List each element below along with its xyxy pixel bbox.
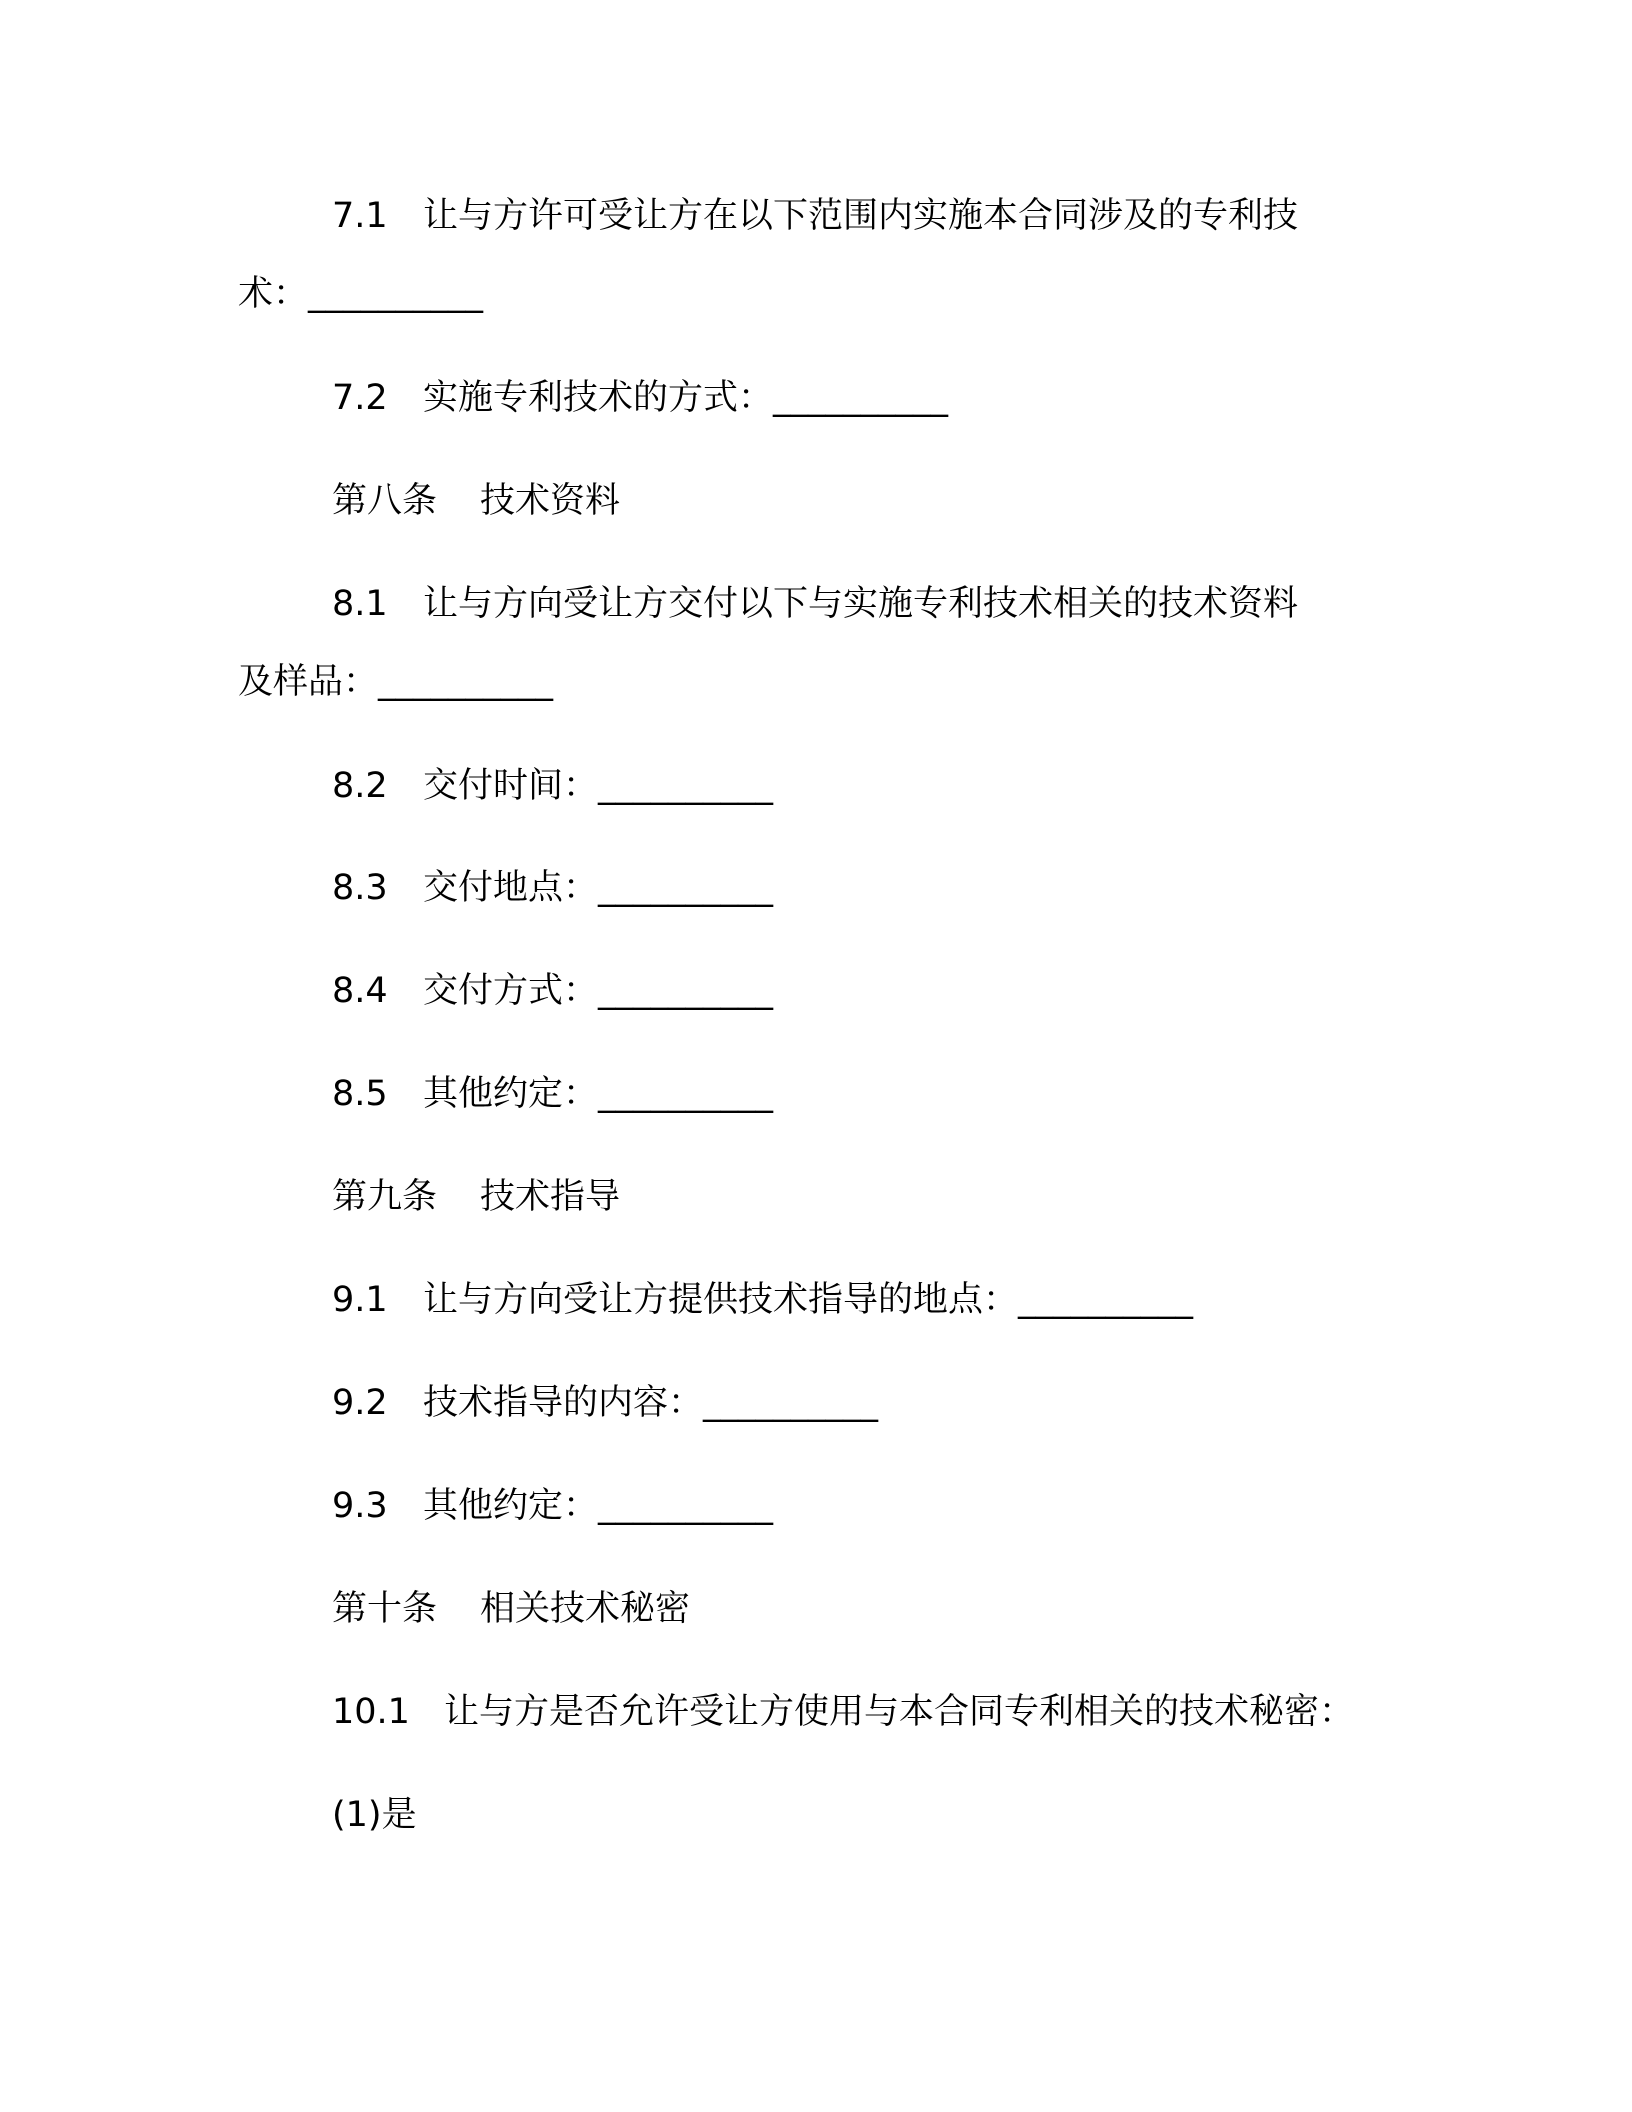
clause-text: 其他约定： [423,1486,599,1526]
clause-text: 交付时间： [423,766,599,806]
clause-text: 让与方许可受让方在以下范围内实施本合同涉及的专利技 [423,196,1299,236]
clause-9-1 [0,1270,1632,1330]
fill-in-blank: __________ [598,766,774,806]
clause-number: 7.2 [332,378,388,418]
fill-in-blank: __________ [598,868,774,908]
clause-number: 9.1 [332,1280,388,1320]
article-title: 技术指导 [480,1177,621,1217]
clause-text: 让与方是否允许受让方使用与本合同专利相关的技术秘密： [444,1692,1355,1732]
clause-number: 9.2 [332,1383,388,1423]
clause-number: 8.4 [332,971,388,1011]
clause-number: 8.3 [332,868,388,908]
article-title: 技术资料 [480,481,621,521]
fill-in-blank: __________ [598,1074,774,1114]
article-number: 第九条 [332,1177,438,1217]
clause-number: 8.5 [332,1074,388,1114]
clause-8-2 [0,756,1632,816]
clause-text: 技术指导的内容： [423,1383,704,1423]
clause-text: 让与方向受让方提供技术指导的地点： [423,1280,1019,1320]
clause-text: 实施专利技术的方式： [423,378,774,418]
clause-8-1-continuation [0,652,1632,712]
fill-in-blank: __________ [598,971,774,1011]
clause-text: 交付地点： [423,868,599,908]
clause-number: 9.3 [332,1486,388,1526]
clause-7-2 [0,368,1632,428]
article-number: 第十条 [332,1589,438,1629]
clause-8-4 [0,961,1632,1021]
clause-text-continuation: 及样品： [238,662,379,702]
fill-in-blank: __________ [598,1486,774,1526]
clause-text-continuation: 术： [238,274,309,314]
clause-9-2 [0,1373,1632,1433]
clause-number: 8.2 [332,766,388,806]
article-8-heading [0,471,1632,531]
clause-8-3 [0,858,1632,918]
article-number: 第八条 [332,481,438,521]
clause-8-1 [0,574,1632,634]
clause-number: 10.1 [332,1692,410,1732]
fill-in-blank: __________ [378,662,554,702]
clause-8-5 [0,1064,1632,1124]
clause-text: 让与方向受让方交付以下与实施专利技术相关的技术资料 [423,584,1299,624]
clause-number: 7.1 [332,196,388,236]
clause-text: 交付方式： [423,971,599,1011]
fill-in-blank: __________ [773,378,949,418]
fill-in-blank: __________ [703,1383,879,1423]
fill-in-blank: __________ [308,274,484,314]
clause-9-3 [0,1476,1632,1536]
option-text: (1)是 [332,1795,417,1835]
option-1 [0,1785,1632,1845]
clause-7-1 [0,186,1632,246]
article-10-heading [0,1579,1632,1639]
article-title: 相关技术秘密 [480,1589,691,1629]
clause-number: 8.1 [332,584,388,624]
clause-text: 其他约定： [423,1074,599,1114]
article-9-heading [0,1167,1632,1227]
fill-in-blank: __________ [1018,1280,1194,1320]
clause-10-1 [0,1682,1632,1742]
clause-7-1-continuation [0,264,1632,324]
